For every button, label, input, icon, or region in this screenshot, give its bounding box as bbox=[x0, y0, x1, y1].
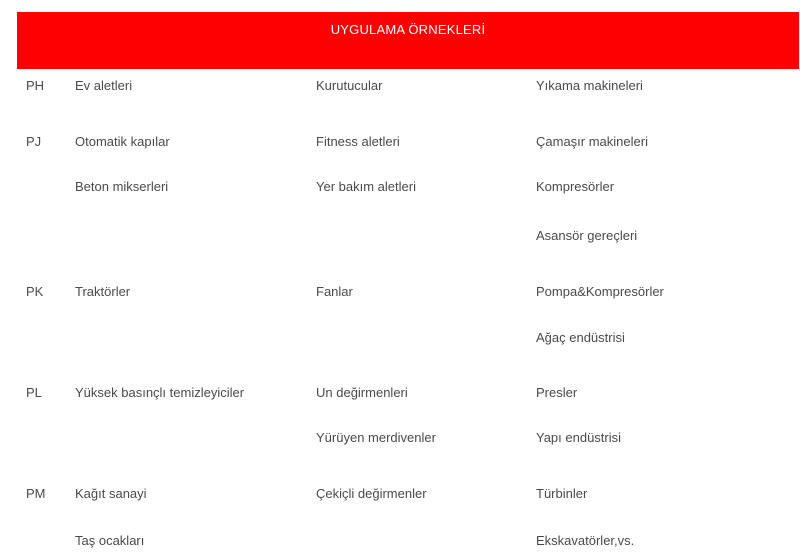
table-cell: Yapı endüstrisi bbox=[536, 430, 622, 445]
table-cell: Beton mikserleri bbox=[75, 179, 169, 194]
table-cell: Çamaşır makineleri bbox=[536, 134, 648, 149]
table-cell: Fitness aletleri bbox=[316, 134, 400, 149]
table-cell: Yüksek basınçlı temizleyiciler bbox=[75, 385, 245, 400]
table-cell: Fanlar bbox=[316, 284, 353, 299]
table-title: UYGULAMA ÖRNEKLERİ bbox=[330, 22, 486, 37]
table-cell: Ağaç endüstrisi bbox=[536, 330, 625, 345]
group-code-pk: PK bbox=[26, 284, 44, 299]
table-cell: Yürüyen merdivenler bbox=[316, 430, 436, 445]
group-code-pm: PM bbox=[26, 486, 46, 501]
table-header-bar bbox=[17, 12, 799, 69]
table-cell: Yıkama makineleri bbox=[536, 78, 643, 93]
table-cell: Asansör gereçleri bbox=[536, 228, 638, 243]
group-code-pj: PJ bbox=[26, 134, 42, 149]
group-code-ph: PH bbox=[26, 78, 45, 93]
table-cell: Taş ocakları bbox=[75, 533, 145, 548]
table-cell: Türbinler bbox=[536, 486, 588, 501]
table-cell: Pompa&Kompresörler bbox=[536, 284, 664, 299]
table-cell: Kurutucular bbox=[316, 78, 383, 93]
table-cell: Ev aletleri bbox=[75, 78, 133, 93]
table-cell: Traktörler bbox=[75, 284, 131, 299]
table-cell: Un değirmenleri bbox=[316, 385, 408, 400]
table-cell: Yer bakım aletleri bbox=[316, 179, 416, 194]
table-cell: Kağıt sanayi bbox=[75, 486, 147, 501]
table-cell: Otomatik kapılar bbox=[75, 134, 170, 149]
table-cell: Ekskavatörler,vs. bbox=[536, 533, 635, 548]
group-code-pl: PL bbox=[26, 385, 42, 400]
table-cell: Kompresörler bbox=[536, 179, 615, 194]
table-cell: Presler bbox=[536, 385, 578, 400]
table-cell: Çekiçli değirmenler bbox=[316, 486, 427, 501]
